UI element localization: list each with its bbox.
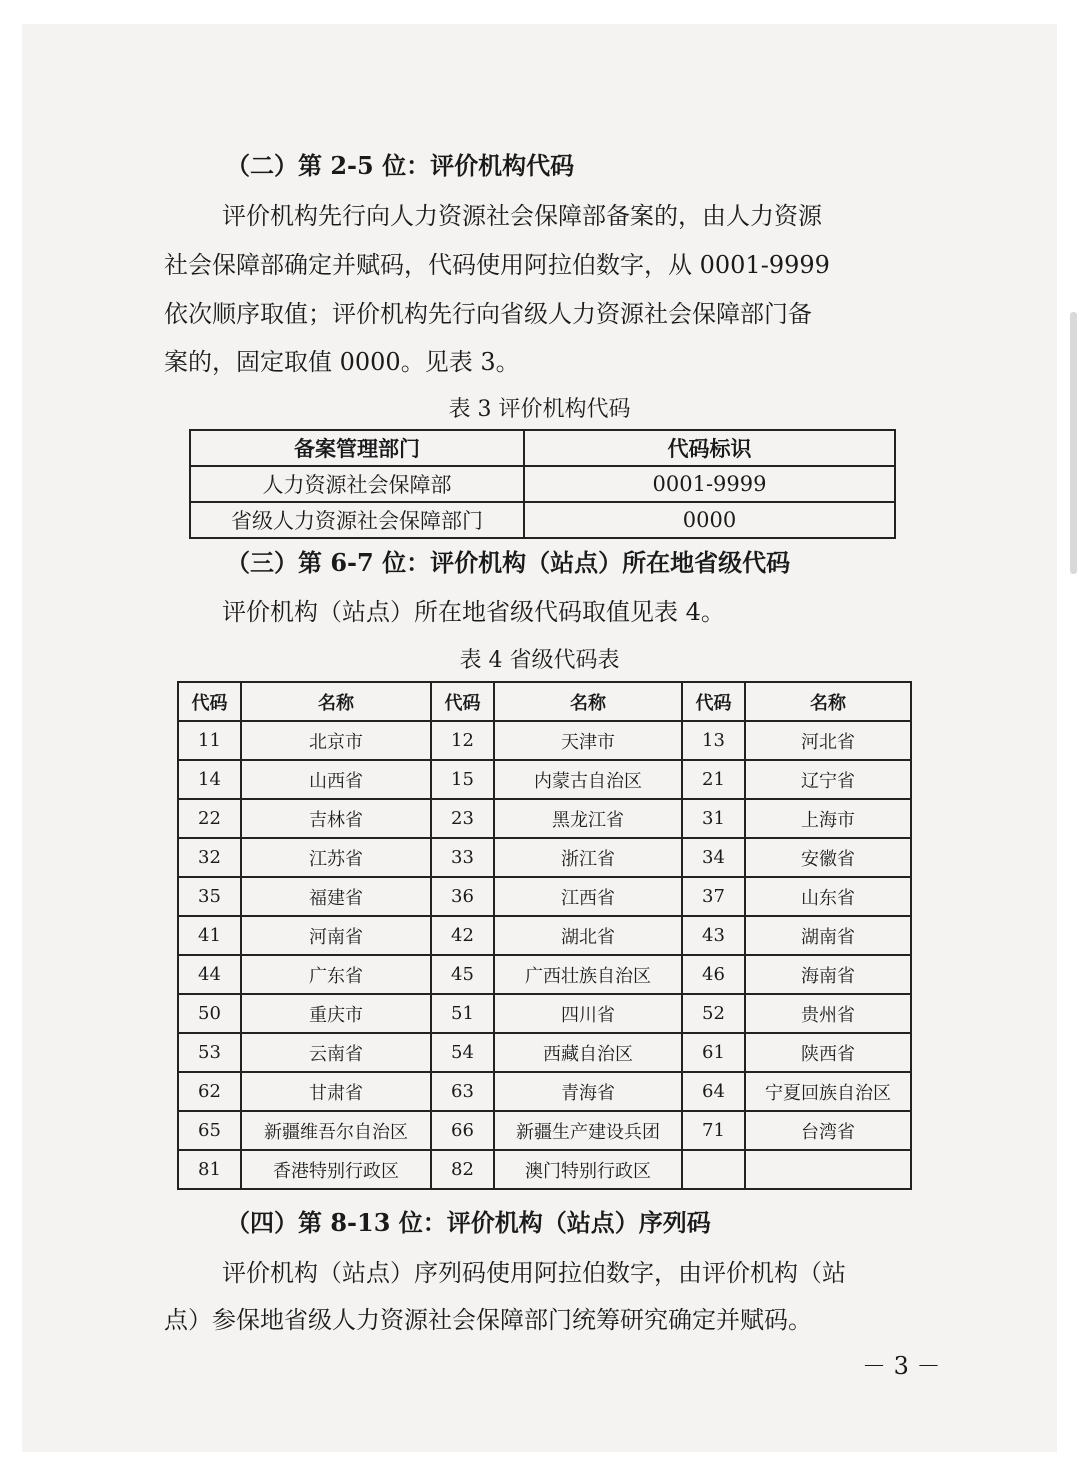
province-name-cell: 陕西省 xyxy=(745,1033,911,1072)
province-code-cell: 51 xyxy=(431,994,494,1033)
province-code-cell: 22 xyxy=(178,799,241,838)
section-heading-4: （四）第 8-13 位：评价机构（站点）序列码 xyxy=(226,1208,711,1237)
table-header-cell: 名称 xyxy=(241,682,431,721)
table-header-cell: 代码 xyxy=(682,682,745,721)
province-name-cell: 上海市 xyxy=(745,799,911,838)
table3-caption: 表 3 评价机构代码 xyxy=(448,397,631,422)
province-code-cell: 61 xyxy=(682,1033,745,1072)
province-code-cell: 63 xyxy=(431,1072,494,1111)
province-name-cell: 江苏省 xyxy=(241,838,431,877)
province-code-cell: 11 xyxy=(178,721,241,760)
province-name-cell: 天津市 xyxy=(494,721,682,760)
table-header-cell: 名称 xyxy=(745,682,911,721)
province-code-cell xyxy=(682,1150,745,1189)
table-row xyxy=(190,466,895,502)
table-row xyxy=(178,799,911,838)
province-code-cell: 35 xyxy=(178,877,241,916)
table-row xyxy=(178,1033,911,1072)
paragraph-line: 评价机构（站点）序列码使用阿拉伯数字，由评价机构（站 xyxy=(222,1259,846,1287)
province-code-cell: 33 xyxy=(431,838,494,877)
province-code-cell: 23 xyxy=(431,799,494,838)
province-code-cell: 36 xyxy=(431,877,494,916)
province-code-cell: 82 xyxy=(431,1150,494,1189)
province-code-cell: 32 xyxy=(178,838,241,877)
province-name-cell: 四川省 xyxy=(494,994,682,1033)
province-code-cell: 65 xyxy=(178,1111,241,1150)
table-row xyxy=(178,760,911,799)
province-code-cell: 43 xyxy=(682,916,745,955)
province-name-cell: 山西省 xyxy=(241,760,431,799)
province-code-cell: 50 xyxy=(178,994,241,1033)
province-code-cell: 81 xyxy=(178,1150,241,1189)
table-header-row xyxy=(178,682,911,721)
province-code-cell: 66 xyxy=(431,1111,494,1150)
province-code-cell: 14 xyxy=(178,760,241,799)
table-header-cell: 名称 xyxy=(494,682,682,721)
province-name-cell: 河南省 xyxy=(241,916,431,955)
table4-caption: 表 4 省级代码表 xyxy=(459,648,620,673)
table-row xyxy=(178,877,911,916)
table-row xyxy=(178,1111,911,1150)
table-header-cell: 代码 xyxy=(431,682,494,721)
section-heading-3: （三）第 6-7 位：评价机构（站点）所在地省级代码 xyxy=(226,548,791,577)
province-code-cell: 37 xyxy=(682,877,745,916)
province-name-cell: 云南省 xyxy=(241,1033,431,1072)
province-name-cell: 澳门特别行政区 xyxy=(494,1150,682,1189)
province-code-cell: 45 xyxy=(431,955,494,994)
table-header-cell: 备案管理部门 xyxy=(190,430,524,466)
scrollbar-thumb[interactable] xyxy=(1070,312,1077,574)
province-name-cell: 辽宁省 xyxy=(745,760,911,799)
table-row xyxy=(178,838,911,877)
table-row xyxy=(178,994,911,1033)
province-name-cell: 广西壮族自治区 xyxy=(494,955,682,994)
section-heading-2: （二）第 2-5 位：评价机构代码 xyxy=(226,151,575,180)
table-cell: 人力资源社会保障部 xyxy=(190,466,524,502)
province-name-cell: 安徽省 xyxy=(745,838,911,877)
province-name-cell: 河北省 xyxy=(745,721,911,760)
province-name-cell: 台湾省 xyxy=(745,1111,911,1150)
paragraph-line: 依次顺序取值；评价机构先行向省级人力资源社会保障部门备 xyxy=(164,300,812,328)
province-name-cell: 新疆维吾尔自治区 xyxy=(241,1111,431,1150)
table-header-cell: 代码标识 xyxy=(524,430,895,466)
province-name-cell: 北京市 xyxy=(241,721,431,760)
paragraph-line: 社会保障部确定并赋码，代码使用阿拉伯数字，从 0001-9999 xyxy=(164,251,830,279)
paragraph-line: 点）参保地省级人力资源社会保障部门统筹研究确定并赋码。 xyxy=(164,1306,812,1334)
province-name-cell: 海南省 xyxy=(745,955,911,994)
province-name-cell: 甘肃省 xyxy=(241,1072,431,1111)
province-code-cell: 41 xyxy=(178,916,241,955)
province-name-cell: 新疆生产建设兵团 xyxy=(494,1111,682,1150)
table-header-row xyxy=(190,430,895,466)
table4-body xyxy=(178,721,911,1189)
province-name-cell: 吉林省 xyxy=(241,799,431,838)
table-row xyxy=(178,1072,911,1111)
province-name-cell: 广东省 xyxy=(241,955,431,994)
paragraph-line: 评价机构（站点）所在地省级代码取值见表 4。 xyxy=(222,598,725,626)
province-name-cell xyxy=(745,1150,911,1189)
province-code-cell: 52 xyxy=(682,994,745,1033)
province-name-cell: 内蒙古自治区 xyxy=(494,760,682,799)
province-code-cell: 34 xyxy=(682,838,745,877)
province-code-cell: 31 xyxy=(682,799,745,838)
province-code-cell: 54 xyxy=(431,1033,494,1072)
province-code-cell: 53 xyxy=(178,1033,241,1072)
page-number: － 3 － xyxy=(862,1352,941,1380)
province-name-cell: 宁夏回族自治区 xyxy=(745,1072,911,1111)
province-code-cell: 44 xyxy=(178,955,241,994)
table-header-cell: 代码 xyxy=(178,682,241,721)
table-cell: 0000 xyxy=(524,502,895,538)
province-code-cell: 12 xyxy=(431,721,494,760)
province-name-cell: 贵州省 xyxy=(745,994,911,1033)
province-code-cell: 62 xyxy=(178,1072,241,1111)
province-name-cell: 山东省 xyxy=(745,877,911,916)
province-name-cell: 青海省 xyxy=(494,1072,682,1111)
table4 xyxy=(177,681,912,1190)
table-cell: 0001-9999 xyxy=(524,466,895,502)
table-row xyxy=(178,1150,911,1189)
province-name-cell: 黑龙江省 xyxy=(494,799,682,838)
province-code-cell: 71 xyxy=(682,1111,745,1150)
province-code-cell: 64 xyxy=(682,1072,745,1111)
province-code-cell: 42 xyxy=(431,916,494,955)
table-row xyxy=(178,916,911,955)
table-row xyxy=(190,502,895,538)
province-code-cell: 21 xyxy=(682,760,745,799)
paragraph-line: 评价机构先行向人力资源社会保障部备案的，由人力资源 xyxy=(222,202,822,230)
table-row xyxy=(178,955,911,994)
table-cell: 省级人力资源社会保障部门 xyxy=(190,502,524,538)
province-name-cell: 湖北省 xyxy=(494,916,682,955)
province-name-cell: 浙江省 xyxy=(494,838,682,877)
province-name-cell: 香港特别行政区 xyxy=(241,1150,431,1189)
province-code-cell: 13 xyxy=(682,721,745,760)
province-name-cell: 江西省 xyxy=(494,877,682,916)
province-code-cell: 46 xyxy=(682,955,745,994)
province-name-cell: 西藏自治区 xyxy=(494,1033,682,1072)
province-code-cell: 15 xyxy=(431,760,494,799)
province-name-cell: 湖南省 xyxy=(745,916,911,955)
province-name-cell: 重庆市 xyxy=(241,994,431,1033)
table-row xyxy=(178,721,911,760)
paragraph-line: 案的，固定取值 0000。见表 3。 xyxy=(164,348,520,376)
table3 xyxy=(189,429,896,539)
province-name-cell: 福建省 xyxy=(241,877,431,916)
